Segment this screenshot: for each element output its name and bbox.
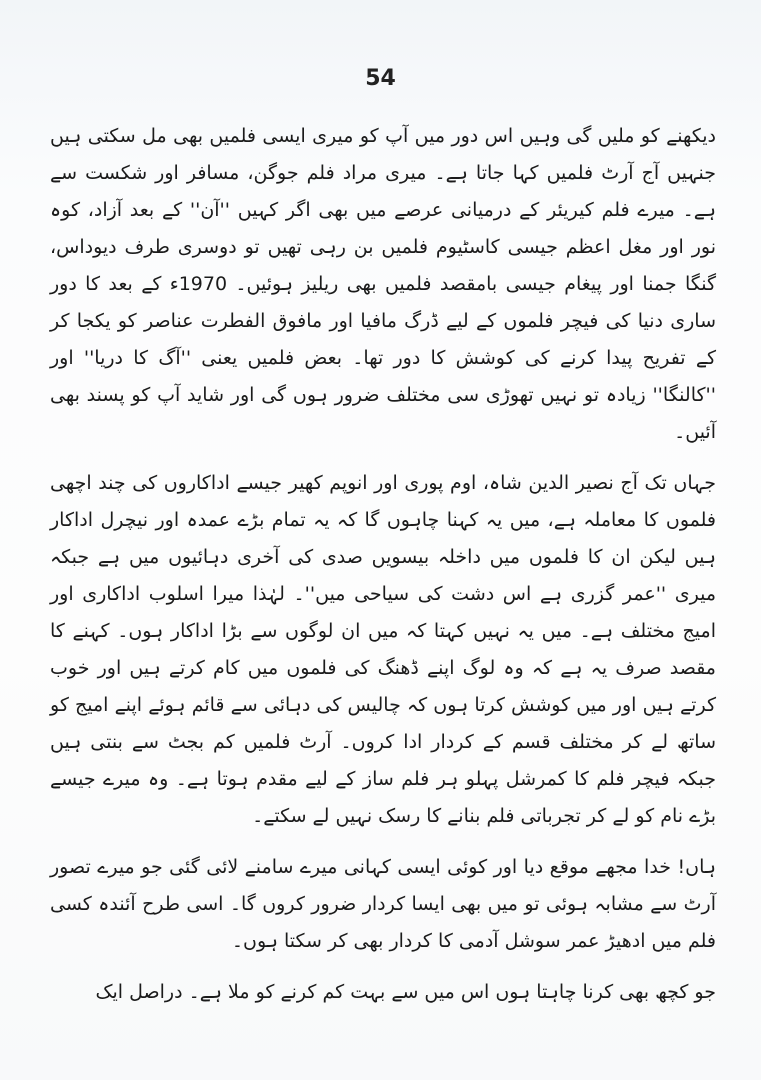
page-body-text (50, 118, 716, 1025)
paragraph-1: دیکھنے کو ملیں گی وہیں اس دور میں آپ کو میری ایسی فلمیں بھی مل سکتی ہیں جنہیں آج آرٹ فلمیں کہا جاتا ہے۔ میری مراد فلم جوگن، مسافر اور شکست سے ہے۔ میرے فلم کیریئر کے درمیانی عرصے میں بھی اگر کہیں ''آن'' کے بعد آزاد، کوہ نور اور مغل اعظم جیسی کاسٹیوم فلمیں بن رہی تھیں تو دوسری طرف دیوداس، گنگا جمنا اور پیغام جیسی بامقصد فلمیں بھی ریلیز ہوئیں۔ 1970ء کے بعد کا دور ساری دنیا کی فیچر فلموں کے لیے ڈرگ مافیا اور مافوق الفطرت عناصر کو یکجا کر کے تفریح پیدا کرنے کی کوشش کا دور تھا۔ بعض فلمیں یعنی ''آگ کا دریا'' اور ''کالنگا'' زیادہ تو نہیں تھوڑی سی مختلف ضرور ہوں گی اور شاید آپ کو پسند بھی آئیں۔ (50, 125, 717, 443)
page-number: 54 (365, 66, 396, 91)
paragraph-2: جہاں تک آج نصیر الدین شاہ، اوم پوری اور انوپم کھیر جیسے اداکاروں کی چند اچھی فلموں کا معاملہ ہے، میں یہ کہنا چاہوں گا کہ یہ تمام بڑے عمدہ اور نیچرل اداکار ہیں لیکن ان کا فلموں میں داخلہ بیسویں صدی کی آخری دہائیوں میں ہے جبکہ میری ''عمر گزری ہے اس دشت کی سیاحی میں''۔ لہٰذا میرا اسلوب اداکاری اور امیج مختلف ہے۔ میں یہ نہیں کہتا کہ میں ان لوگوں سے بڑا اداکار ہوں۔ کہنے کا مقصد صرف یہ ہے کہ وہ لوگ اپنے ڈھنگ کی فلموں میں کام کرتے ہیں اور خوب کرتے ہیں اور میں کوشش کرتا ہوں کہ چالیس کی دہائی سے قائم ہوئے اپنے امیج کو ساتھ لے کر مختلف قسم کے کردار ادا کروں۔ آرٹ فلمیں کم بجٹ سے بنتی ہیں جبکہ فیچر فلم کا کمرشل پہلو ہر فلم ساز کے لیے مقدم ہوتا ہے۔ وہ میرے جیسے بڑے نام کو لے کر تجرباتی فلم بنانے کا رسک نہیں لے سکتے۔ (50, 472, 716, 827)
paragraph-3: ہاں! خدا مجھے موقع دیا اور کوئی ایسی کہانی میرے سامنے لائی گئی جو میرے تصور آرٹ سے مشابہ ہوئی تو میں بھی ایسا کردار ضرور کروں گا۔ اسی طرح آئندہ کسی فلم میں ادھیڑ عمر سوشل آدمی کا کردار بھی کر سکتا ہوں۔ (50, 856, 716, 952)
paragraph-4: جو کچھ بھی کرنا چاہتا ہوں اس میں سے بہت کم کرنے کو ملا ہے۔ دراصل ایک (95, 981, 716, 1003)
